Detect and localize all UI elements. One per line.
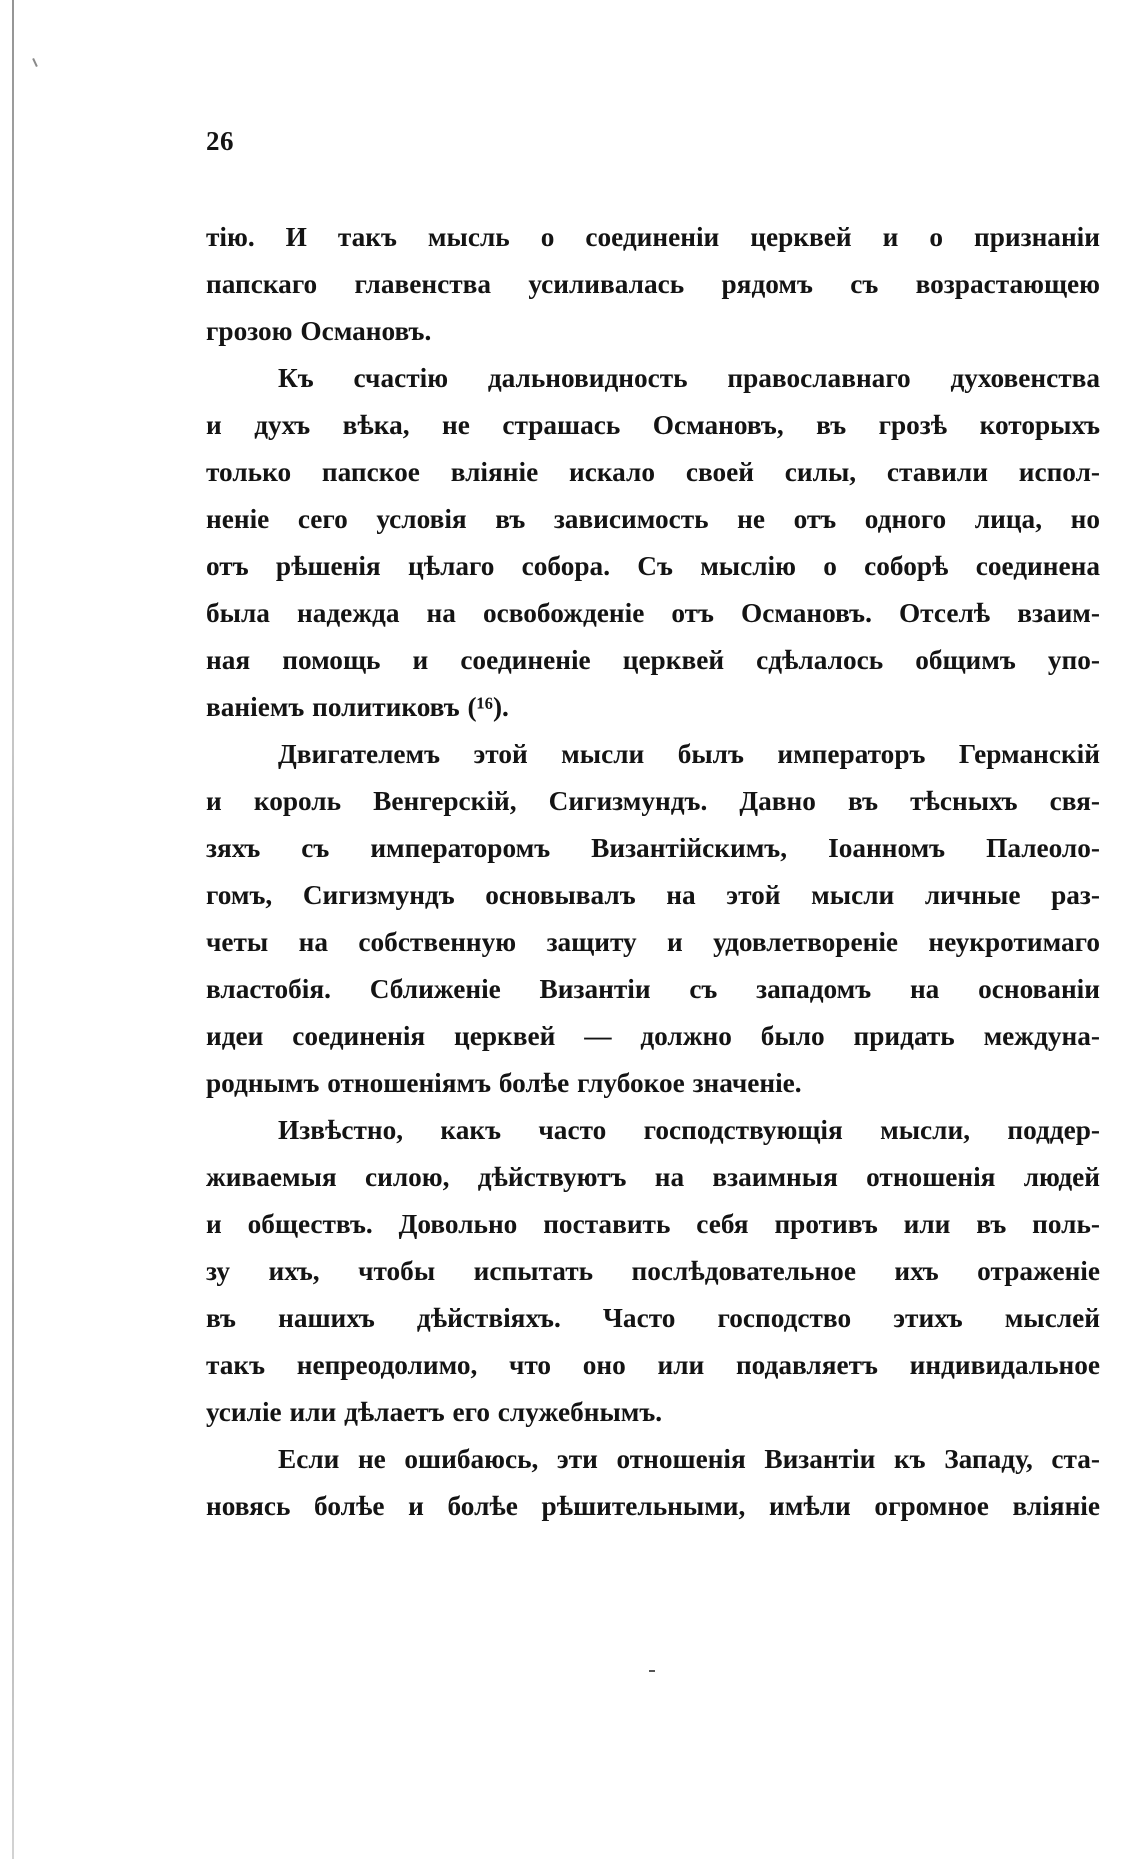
text-line: папскаго главенства усиливалась рядомъ съ возрастающею bbox=[206, 269, 1100, 299]
text-line: Если не ошибаюсь, эти отношенія Византіи къ Западу, ста- bbox=[278, 1444, 1100, 1474]
text-line: такъ непреодолимо, что оно или подавляетъ индивидальное bbox=[206, 1350, 1100, 1380]
text-line: ная помощь и соединеніе церквей сдѣлалось общимъ упо- bbox=[206, 645, 1100, 675]
text-line: и обществъ. Довольно поставить себя противъ или въ поль- bbox=[206, 1209, 1100, 1239]
paragraph-2 bbox=[206, 355, 1100, 731]
text-line: въ нашихъ дѣйствіяхъ. Часто господство этихъ мыслей bbox=[206, 1303, 1100, 1333]
scan-speck bbox=[649, 1670, 655, 1672]
text-line: тію. И такъ мысль о соединеніи церквей и о признаніи bbox=[206, 222, 1100, 252]
text-line: новясь болѣе и болѣе рѣшительными, имѣли огромное вліяніе bbox=[206, 1491, 1100, 1521]
text-line: грозою Османовъ. bbox=[206, 316, 432, 346]
text-line: и король Венгерскій, Сигизмундъ. Давно въ тѣсныхъ свя- bbox=[206, 786, 1100, 816]
text-line: усиліе или дѣлаетъ его служебнымъ. bbox=[206, 1397, 663, 1427]
text-line: зу ихъ, чтобы испытать послѣдовательное ихъ отраженіе bbox=[206, 1256, 1100, 1286]
text-line: была надежда на освобожденіе отъ Османовъ. Отселѣ взаим- bbox=[206, 598, 1100, 628]
text-line: Извѣстно, какъ часто господствующія мысли, поддер- bbox=[278, 1115, 1100, 1145]
text-line: неніе сего условія въ зависимость не отъ одного лица, но bbox=[206, 504, 1100, 534]
text-line: только папское вліяніе искало своей силы, ставили испол- bbox=[206, 457, 1100, 487]
paragraph-4 bbox=[206, 1107, 1100, 1436]
text-line: и духъ вѣка, не страшась Османовъ, въ грозѣ которыхъ bbox=[206, 410, 1100, 440]
text-line: роднымъ отношеніямъ болѣе глубокое значеніе. bbox=[206, 1068, 802, 1098]
text-body bbox=[206, 214, 1100, 1530]
scan-mark bbox=[32, 58, 38, 67]
text-line: Двигателемъ этой мысли былъ императоръ Германскій bbox=[278, 739, 1100, 769]
text-line: отъ рѣшенія цѣлаго собора. Съ мыслію о соборѣ соединена bbox=[206, 551, 1100, 581]
page-number: 26 bbox=[206, 126, 234, 156]
text-line: гомъ, Сигизмундъ основывалъ на этой мысли личные раз- bbox=[206, 880, 1100, 910]
text-line: ваніемъ политиковъ (¹⁶). bbox=[206, 692, 509, 722]
paragraph-5 bbox=[206, 1436, 1100, 1530]
scan-page-edge bbox=[12, 0, 14, 1859]
text-line: живаемыя силою, дѣйствуютъ на взаимныя отношенія людей bbox=[206, 1162, 1100, 1192]
text-line: Къ счастію дальновидность православнаго духовенства bbox=[278, 363, 1100, 393]
text-line: идеи соединенія церквей — должно было придать междуна- bbox=[206, 1021, 1100, 1051]
paragraph-1 bbox=[206, 214, 1100, 355]
paragraph-3 bbox=[206, 731, 1100, 1107]
text-line: четы на собственную защиту и удовлетвореніе неукротимаго bbox=[206, 927, 1100, 957]
text-line: зяхъ съ императоромъ Византійскимъ, Іоанномъ Палеоло- bbox=[206, 833, 1100, 863]
text-line: властобія. Сближеніе Византіи съ западомъ на основаніи bbox=[206, 974, 1100, 1004]
